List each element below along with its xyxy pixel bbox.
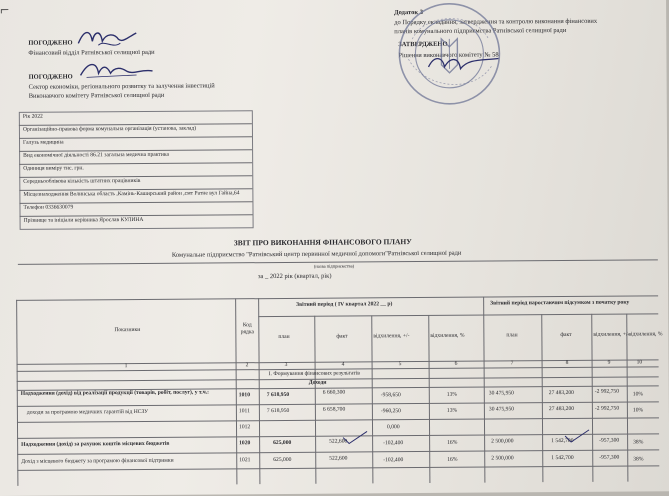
section-title: І. Формування фінансових результатів xyxy=(268,370,360,378)
corner-mark: ⌐ xyxy=(0,1,10,19)
checkmark-1 xyxy=(341,429,371,445)
header-code: Код рядка xyxy=(240,322,255,336)
info-phone: Телефон 0336630079 xyxy=(23,204,74,211)
row-1020-pct: 16% xyxy=(447,439,458,446)
col-num-10: 10 xyxy=(636,359,643,366)
row-1010-dev: -958,650 xyxy=(380,392,401,399)
approval-2-title: ПОГОДЖЕНО xyxy=(28,73,73,81)
row-1020-pct-cum: 38% xyxy=(633,439,644,446)
header-deviation-cum: відхилення, +/- xyxy=(593,331,630,338)
row-1020-plan: 625,000 xyxy=(273,439,292,447)
approved-text: Рішення виконавчого комітету № 58 xyxy=(398,51,499,60)
row-1021-code: 1021 xyxy=(239,457,251,464)
col-num-3: 3 xyxy=(284,361,288,368)
row-1011-fact-cum: 27 483,200 xyxy=(548,405,575,413)
report-period: за _ 2022 рік (квартал, рік) xyxy=(257,272,332,281)
col-num-4: 4 xyxy=(341,361,345,368)
row-1011-plan-cum: 30 475,950 xyxy=(488,406,515,413)
row-1021-pct-cum: 38% xyxy=(633,456,644,463)
row-1020-dev: -102,400 xyxy=(383,440,404,447)
appendix-text-2: планів комунального підприємства Ратнівської селищної ради xyxy=(394,27,567,36)
row-1010-fact: 6 660,300 xyxy=(322,389,346,396)
info-industry: Галузь медицина xyxy=(23,139,64,146)
row-1012-code: 1012 xyxy=(238,424,251,431)
col-num-8: 8 xyxy=(565,359,569,367)
header-plan-cum: план xyxy=(506,332,518,339)
row-1011-dev-cum: -2 992,750 xyxy=(594,405,620,412)
row-1011-dev: -960,250 xyxy=(380,408,401,415)
row-1010-plan-cum: 30 475,950 xyxy=(488,390,514,397)
row-1011-code: 1011 xyxy=(238,408,250,415)
row-1012-dev: 0,000 xyxy=(386,424,400,431)
approved-title: ЗАТВЕРДЖЕНО xyxy=(398,40,448,49)
approval-1-text: Фінансовий відділ Ратнівської селищної ради xyxy=(28,48,155,57)
header-fact-cum: факт xyxy=(560,331,572,339)
signature-1 xyxy=(74,25,144,51)
header-plan: план xyxy=(278,333,290,341)
header-fact: факт xyxy=(336,333,348,340)
row-1021-fact: 522,600 xyxy=(329,455,348,462)
row-1021-dev-cum: -957,300 xyxy=(599,454,620,461)
col-num-2: 2 xyxy=(245,362,249,369)
row-1021-pct: 16% xyxy=(447,456,458,463)
section-subtitle: Доходи xyxy=(308,379,327,386)
info-staff: Середньооблікова кількість штатних працівників xyxy=(23,177,141,185)
info-location: Місцезнаходження Волинська область ,Камінь-Каширський район ,смт Ратне вул Гайна,64 xyxy=(23,190,240,198)
row-1020-code: 1020 xyxy=(239,440,251,447)
row-1011-name: доходи за програмою медичних гарантій від НСЗУ xyxy=(26,408,149,416)
row-1010-dev-cum: -2 992,750 xyxy=(594,388,620,395)
row-1020-name: Надходження (дохід) за рахунок коштів місцевих бюджетів xyxy=(21,440,170,448)
approval-1-title: ПОГОДЖЕНО xyxy=(28,39,73,47)
approval-2-text-2: Виконавчого комітету Ратнівської селищної ради xyxy=(28,91,165,100)
signature-3 xyxy=(424,50,504,77)
report-organization: Комунальне підприємство "Ратнівський центр первинної медичної допомоги"Ратнівської селищної ради xyxy=(171,249,462,259)
header-indicators: Показники xyxy=(114,326,141,334)
row-1010-pct: 13% xyxy=(446,391,458,398)
header-cumulative-period: Звітний період наростаючим підсумком з початку року xyxy=(490,299,630,307)
col-num-5: 5 xyxy=(398,361,402,368)
row-1021-plan-cum: 2 500,000 xyxy=(491,455,514,462)
row-1011-pct-cum: 10% xyxy=(632,407,644,414)
col-num-6: 6 xyxy=(454,360,458,367)
report-title: ЗВІТ ПРО ВИКОНАННЯ ФІНАНСОВОГО ПЛАНУ xyxy=(233,237,412,248)
row-1010-name: Надходження (дохід) від реалізації продукції (товарів, робіт, послуг), у т.ч.: xyxy=(20,389,210,397)
row-1020-fact-cum: 1 542,700 xyxy=(551,437,574,445)
header-deviation-pct: відхилення, % xyxy=(430,332,465,339)
signature-2 xyxy=(76,59,156,84)
row-1020-fact: 522,600 xyxy=(329,438,348,445)
appendix-title: Додаток 3 xyxy=(394,9,424,17)
row-1011-plan: 7 618,950 xyxy=(266,407,290,415)
info-year: Рік 2022 xyxy=(22,113,43,120)
header-deviation: відхилення, +/- xyxy=(373,333,410,340)
header-deviation-pct-cum: відхилення, % xyxy=(628,331,663,338)
row-1021-plan: 625,000 xyxy=(273,456,292,464)
row-1020-plan-cum: 2 500,000 xyxy=(491,438,514,445)
row-1021-fact-cum: 1 542,700 xyxy=(551,454,574,462)
info-activity: Вид економічної діяльності 86.21 загальна медична практика xyxy=(23,151,169,159)
row-1021-name: Дохід з місцевого бюджету за програмою фінансової підтримки xyxy=(21,457,174,465)
col-num-9: 9 xyxy=(607,359,611,366)
checkmark-2 xyxy=(563,428,593,444)
row-1020-dev-cum: -957,300 xyxy=(599,437,620,444)
row-1011-fact: 6 658,700 xyxy=(322,406,346,413)
info-legal-form: Організаційно-правова форма комунальна організація (установа, заклад) xyxy=(22,125,197,133)
col-num-1: 1 xyxy=(124,363,128,370)
row-1011-pct: 13% xyxy=(446,407,458,414)
row-1010-fact-cum: 27 483,200 xyxy=(548,389,574,397)
row-1010-plan: 7 618,950 xyxy=(266,391,290,399)
row-1021-dev: -102,400 xyxy=(383,457,404,464)
header-reporting-period: Звітний період ( IV квартал 2022 __ р) xyxy=(296,301,393,308)
row-1010-code: 1010 xyxy=(238,392,251,399)
col-num-7: 7 xyxy=(510,360,514,367)
row-1010-pct-cum: 10% xyxy=(632,391,644,398)
info-director: Прізвище та ініціали керівника Ярослав КУЛИНА xyxy=(23,216,144,224)
report-org-caption: (назва підприємства) xyxy=(313,263,355,269)
info-unit: Одиниця виміру тис. грн. xyxy=(23,165,84,172)
approval-2-text-1: Сектор економіки, регіонального розвитку та залучення інвестицій xyxy=(28,82,215,91)
appendix-text-1: до Порядку складання, затвердження та контролю виконання фінансових xyxy=(394,17,598,27)
